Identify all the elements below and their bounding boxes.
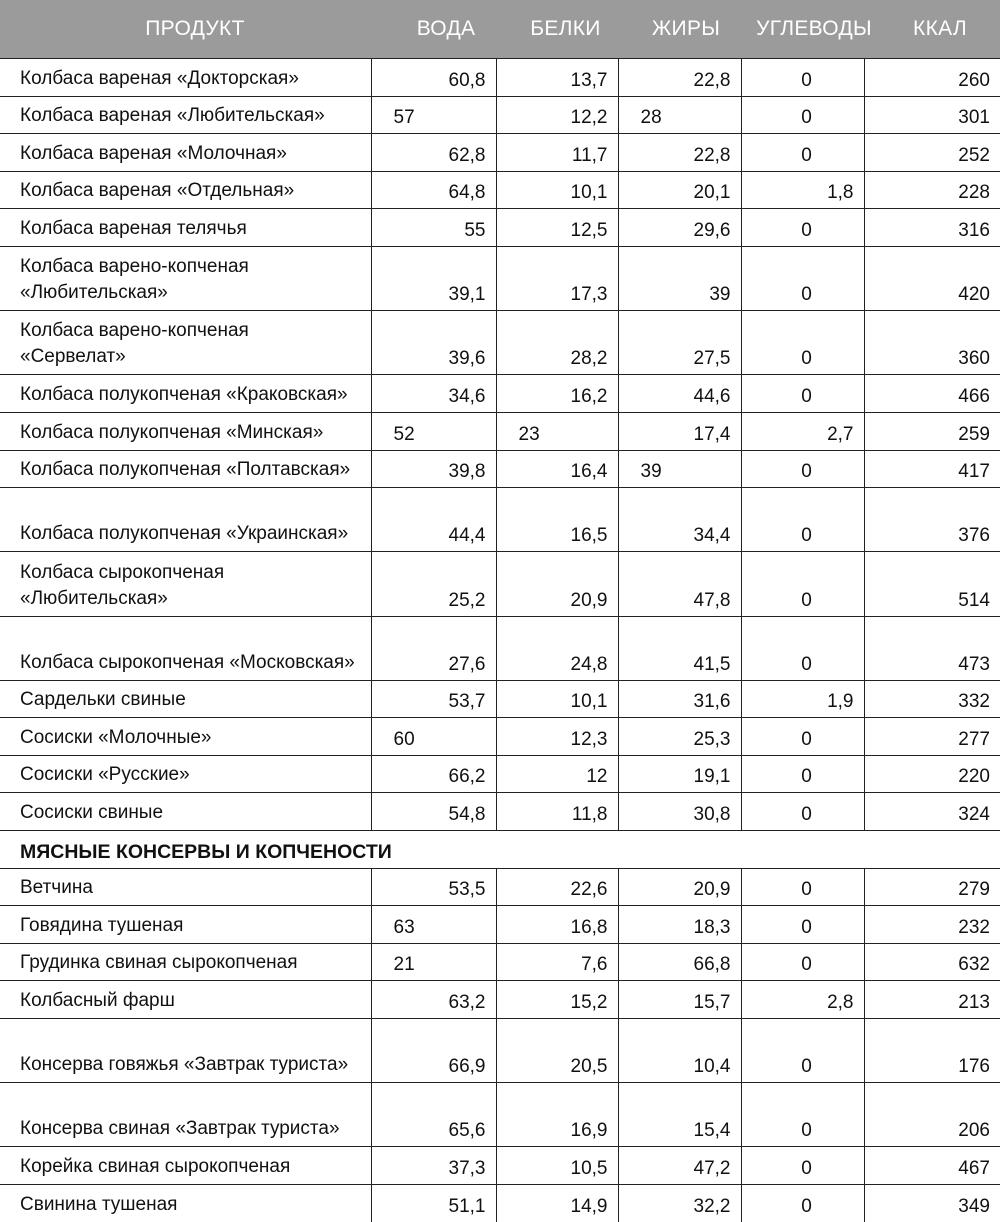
protein-value: 12,5 [496, 209, 618, 247]
protein-value: 11,7 [496, 134, 618, 172]
product-name: Колбаса полукопченая «Минская» [0, 412, 371, 450]
table-row [0, 906, 1000, 944]
fat-value: 27,5 [618, 311, 741, 375]
kcal-value: 260 [864, 59, 1000, 97]
carbs-value: 1,9 [741, 680, 864, 718]
water-value: 63 [371, 906, 496, 944]
carbs-value: 0 [741, 552, 864, 616]
carbs-value: 0 [741, 616, 864, 680]
kcal-value: 417 [864, 450, 1000, 488]
protein-value: 12,2 [496, 96, 618, 134]
section-row [0, 831, 1000, 869]
kcal-value: 473 [864, 616, 1000, 680]
water-value: 57 [371, 96, 496, 134]
product-name: Говядина тушеная [0, 906, 371, 944]
table-row [0, 793, 1000, 831]
table-row [0, 412, 1000, 450]
protein-value: 14,9 [496, 1185, 618, 1222]
carbs-value: 0 [741, 134, 864, 172]
protein-value: 16,4 [496, 450, 618, 488]
carbs-value: 0 [741, 488, 864, 552]
water-value: 62,8 [371, 134, 496, 172]
product-name: Сосиски «Русские» [0, 755, 371, 793]
water-value: 66,2 [371, 755, 496, 793]
kcal-value: 259 [864, 412, 1000, 450]
carbs-value: 0 [741, 375, 864, 413]
fat-value: 66,8 [618, 943, 741, 981]
protein-value: 23 [496, 412, 618, 450]
product-name: Сосиски свиные [0, 793, 371, 831]
product-name: Сардельки свиные [0, 680, 371, 718]
kcal-value: 252 [864, 134, 1000, 172]
product-name: Колбаса вареная телячья [0, 209, 371, 247]
carbs-value: 1,8 [741, 171, 864, 209]
product-name: Консерва говяжья «Завтрак туриста» [0, 1019, 371, 1083]
fat-value: 20,1 [618, 171, 741, 209]
header-carbs: УГЛЕВОДЫ [756, 17, 872, 40]
table-row [0, 1185, 1000, 1222]
water-value: 39,1 [371, 246, 496, 310]
fat-value: 39 [618, 450, 741, 488]
product-name: Сосиски «Молочные» [0, 718, 371, 756]
kcal-value: 467 [864, 1147, 1000, 1185]
kcal-value: 514 [864, 552, 1000, 616]
fat-value: 47,2 [618, 1147, 741, 1185]
protein-value: 11,8 [496, 793, 618, 831]
water-value: 51,1 [371, 1185, 496, 1222]
kcal-value: 228 [864, 171, 1000, 209]
carbs-value: 2,8 [741, 981, 864, 1019]
carbs-value: 0 [741, 246, 864, 310]
carbs-value: 0 [741, 96, 864, 134]
product-name: Ветчина [0, 868, 371, 906]
water-value: 27,6 [371, 616, 496, 680]
table-row [0, 981, 1000, 1019]
protein-value: 10,5 [496, 1147, 618, 1185]
kcal-value: 376 [864, 488, 1000, 552]
fat-value: 31,6 [618, 680, 741, 718]
water-value: 25,2 [371, 552, 496, 616]
product-name: Колбаса вареная «Докторская» [0, 59, 371, 97]
header-kcal: ККАЛ [913, 17, 967, 40]
table-row [0, 943, 1000, 981]
carbs-value: 0 [741, 1147, 864, 1185]
product-name: Колбаса сырокопченая «Московская» [0, 616, 371, 680]
protein-value: 16,5 [496, 488, 618, 552]
product-name: Грудинка свиная сырокопченая [0, 943, 371, 981]
water-value: 53,7 [371, 680, 496, 718]
carbs-value: 0 [741, 755, 864, 793]
product-name: Колбаса вареная «Отдельная» [0, 171, 371, 209]
fat-value: 17,4 [618, 412, 741, 450]
water-value: 60,8 [371, 59, 496, 97]
table-row [0, 755, 1000, 793]
section-title: МЯСНЫЕ КОНСЕРВЫ И КОПЧЕНОСТИ [0, 831, 1000, 869]
protein-value: 12 [496, 755, 618, 793]
carbs-value: 0 [741, 718, 864, 756]
table-row [0, 134, 1000, 172]
carbs-value: 0 [741, 793, 864, 831]
kcal-value: 206 [864, 1083, 1000, 1147]
fat-value: 47,8 [618, 552, 741, 616]
table-row [0, 868, 1000, 906]
protein-value: 10,1 [496, 171, 618, 209]
protein-value: 17,3 [496, 246, 618, 310]
fat-value: 10,4 [618, 1019, 741, 1083]
product-name: Корейка свиная сырокопченая [0, 1147, 371, 1185]
kcal-value: 360 [864, 311, 1000, 375]
kcal-value: 232 [864, 906, 1000, 944]
table-row [0, 1147, 1000, 1185]
protein-value: 10,1 [496, 680, 618, 718]
protein-value: 7,6 [496, 943, 618, 981]
protein-value: 16,9 [496, 1083, 618, 1147]
kcal-value: 332 [864, 680, 1000, 718]
carbs-value: 0 [741, 311, 864, 375]
kcal-value: 220 [864, 755, 1000, 793]
protein-value: 24,8 [496, 616, 618, 680]
water-value: 65,6 [371, 1083, 496, 1147]
fat-value: 20,9 [618, 868, 741, 906]
water-value: 37,3 [371, 1147, 496, 1185]
table-row [0, 552, 1000, 616]
protein-value: 20,9 [496, 552, 618, 616]
fat-value: 30,8 [618, 793, 741, 831]
water-value: 34,6 [371, 375, 496, 413]
product-name: Колбаса варено-копченая «Сервелат» [0, 311, 371, 375]
kcal-value: 324 [864, 793, 1000, 831]
water-value: 21 [371, 943, 496, 981]
product-name: Колбаса вареная «Любительская» [0, 96, 371, 134]
kcal-value: 349 [864, 1185, 1000, 1222]
water-value: 39,8 [371, 450, 496, 488]
fat-value: 25,3 [618, 718, 741, 756]
carbs-value: 0 [741, 1185, 864, 1222]
table-row [0, 1083, 1000, 1147]
water-value: 60 [371, 718, 496, 756]
carbs-value: 2,7 [741, 412, 864, 450]
product-name: Колбаса сырокопченая «Любительская» [0, 552, 371, 616]
table-row [0, 59, 1000, 97]
product-name: Консерва свиная «Завтрак туриста» [0, 1083, 371, 1147]
product-name: Колбаса варено-копченая «Любительская» [0, 246, 371, 310]
table-row [0, 171, 1000, 209]
table-row [0, 680, 1000, 718]
header-water: ВОДА [416, 17, 476, 40]
water-value: 53,5 [371, 868, 496, 906]
fat-value: 44,6 [618, 375, 741, 413]
fat-value: 19,1 [618, 755, 741, 793]
carbs-value: 0 [741, 906, 864, 944]
table-row [0, 311, 1000, 375]
fat-value: 41,5 [618, 616, 741, 680]
kcal-value: 301 [864, 96, 1000, 134]
table-row [0, 246, 1000, 310]
water-value: 52 [371, 412, 496, 450]
carbs-value: 0 [741, 59, 864, 97]
carbs-value: 0 [741, 209, 864, 247]
water-value: 66,9 [371, 1019, 496, 1083]
product-name: Колбасный фарш [0, 981, 371, 1019]
product-name: Колбаса полукопченая «Украинская» [0, 488, 371, 552]
carbs-value: 0 [741, 1019, 864, 1083]
table-row [0, 616, 1000, 680]
fat-value: 29,6 [618, 209, 741, 247]
protein-value: 16,2 [496, 375, 618, 413]
water-value: 44,4 [371, 488, 496, 552]
table-row [0, 450, 1000, 488]
protein-value: 13,7 [496, 59, 618, 97]
product-name: Колбаса полукопченая «Краковская» [0, 375, 371, 413]
protein-value: 15,2 [496, 981, 618, 1019]
header-product: ПРОДУКТ [145, 17, 245, 40]
fat-value: 15,7 [618, 981, 741, 1019]
fat-value: 39 [618, 246, 741, 310]
water-value: 39,6 [371, 311, 496, 375]
nutrition-table [0, 58, 1000, 1222]
kcal-value: 420 [864, 246, 1000, 310]
protein-value: 16,8 [496, 906, 618, 944]
protein-value: 12,3 [496, 718, 618, 756]
carbs-value: 0 [741, 868, 864, 906]
kcal-value: 632 [864, 943, 1000, 981]
protein-value: 22,6 [496, 868, 618, 906]
kcal-value: 466 [864, 375, 1000, 413]
header-protein: БЕЛКИ [530, 17, 601, 40]
fat-value: 15,4 [618, 1083, 741, 1147]
table-row [0, 375, 1000, 413]
kcal-value: 176 [864, 1019, 1000, 1083]
water-value: 54,8 [371, 793, 496, 831]
fat-value: 34,4 [618, 488, 741, 552]
product-name: Колбаса вареная «Молочная» [0, 134, 371, 172]
water-value: 64,8 [371, 171, 496, 209]
kcal-value: 277 [864, 718, 1000, 756]
table-row [0, 1019, 1000, 1083]
product-name: Колбаса полукопченая «Полтавская» [0, 450, 371, 488]
table-row [0, 718, 1000, 756]
product-name: Свинина тушеная [0, 1185, 371, 1222]
header-fat: ЖИРЫ [651, 17, 721, 40]
table-row [0, 488, 1000, 552]
fat-value: 32,2 [618, 1185, 741, 1222]
table-header [0, 0, 1000, 58]
fat-value: 28 [618, 96, 741, 134]
fat-value: 22,8 [618, 59, 741, 97]
table-row [0, 96, 1000, 134]
kcal-value: 316 [864, 209, 1000, 247]
fat-value: 22,8 [618, 134, 741, 172]
carbs-value: 0 [741, 943, 864, 981]
water-value: 63,2 [371, 981, 496, 1019]
protein-value: 20,5 [496, 1019, 618, 1083]
protein-value: 28,2 [496, 311, 618, 375]
water-value: 55 [371, 209, 496, 247]
carbs-value: 0 [741, 450, 864, 488]
kcal-value: 279 [864, 868, 1000, 906]
fat-value: 18,3 [618, 906, 741, 944]
kcal-value: 213 [864, 981, 1000, 1019]
carbs-value: 0 [741, 1083, 864, 1147]
table-row [0, 209, 1000, 247]
